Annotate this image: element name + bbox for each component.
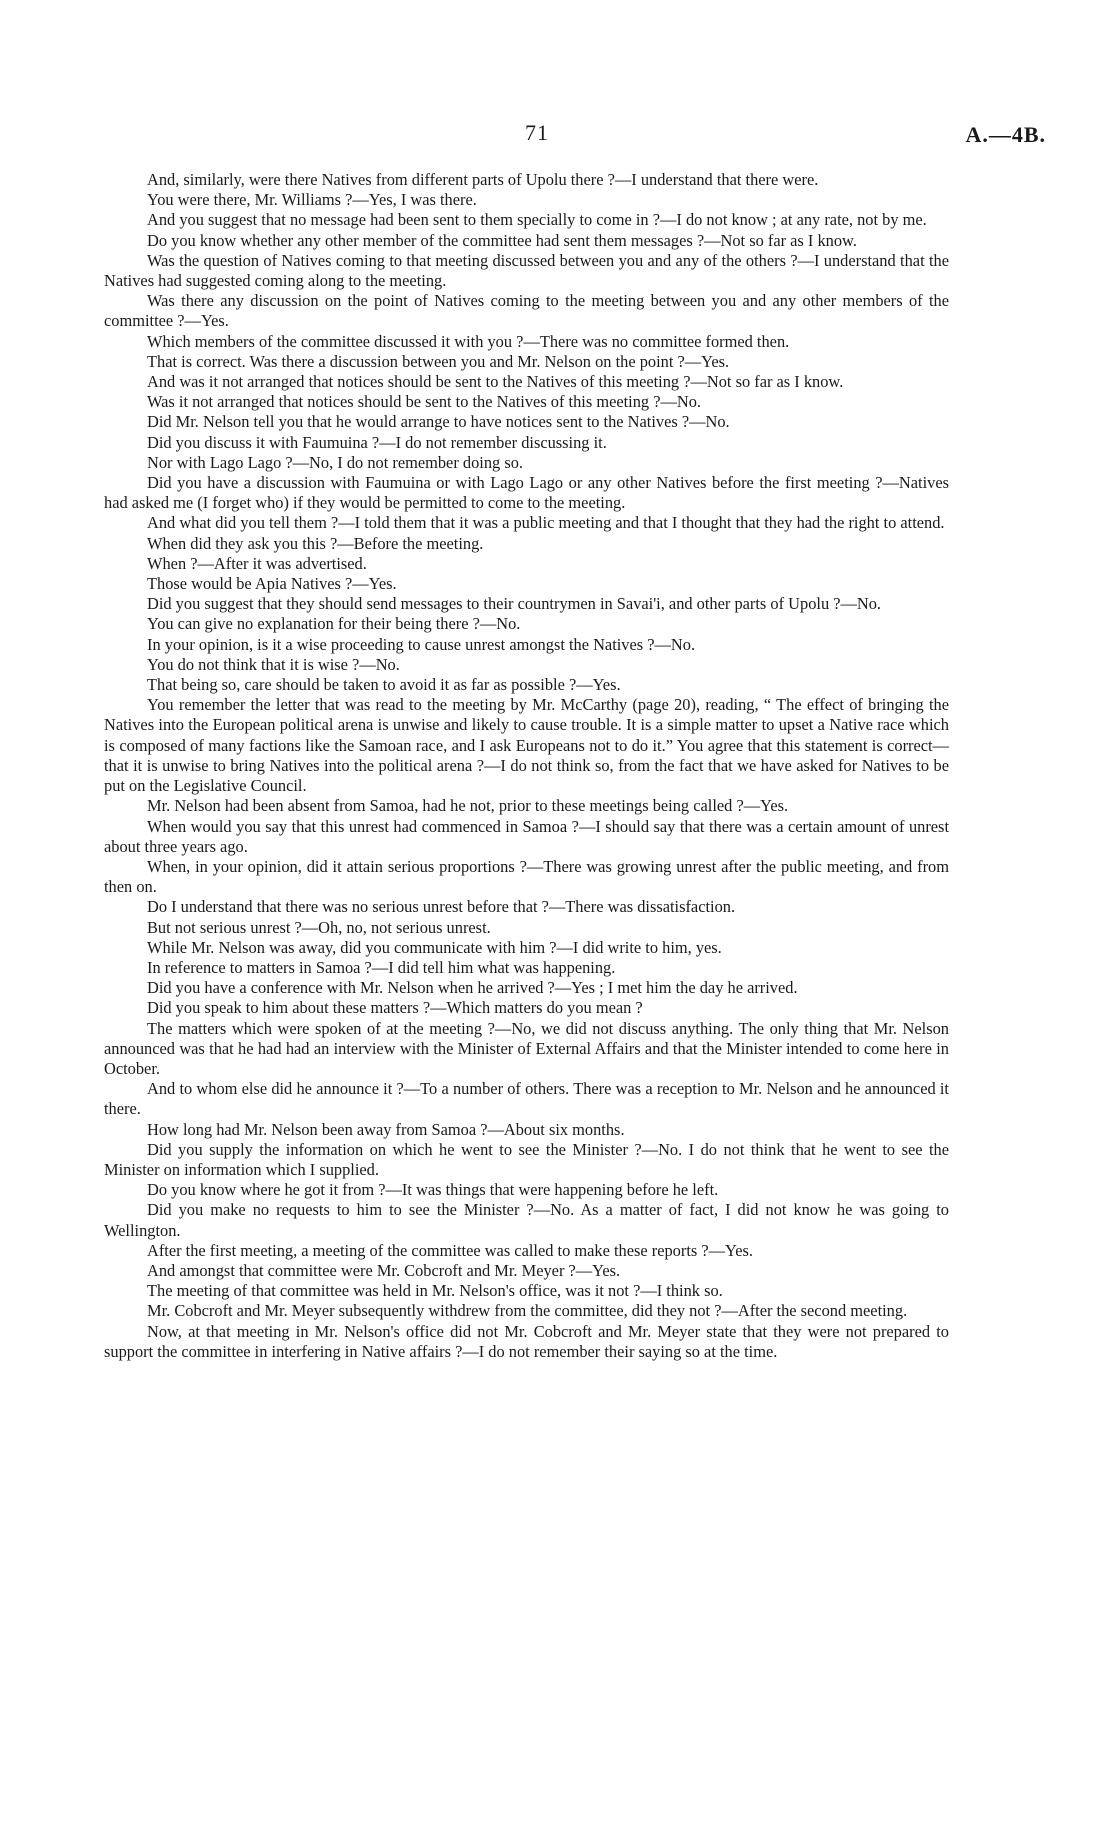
paragraph: After the first meeting, a meeting of the committee was called to make these reports ?—Yes. xyxy=(147,1240,753,1260)
paragraph: Mr. Cobcroft and Mr. Meyer subsequently withdrew from the committee, did they not ?—After the second meeting. xyxy=(147,1301,908,1321)
page-number: 71 xyxy=(525,120,549,145)
paragraph: But not serious unrest ?—Oh, no, not serious unrest. xyxy=(147,917,491,937)
paragraph: Those would be Apia Natives ?—Yes. xyxy=(147,574,397,594)
paragraph: Did you speak to him about these matters ?—Which matters do you mean ? xyxy=(147,998,643,1018)
document-reference: A.—4B. xyxy=(965,122,1046,147)
paragraph: And you suggest that no message had been sent to them specially to come in ?—I do not know ; at any rate, not by me. xyxy=(147,210,927,230)
testimony-body xyxy=(104,170,949,1362)
paragraph: Did you have a discussion with Faumuina or with Lago Lago or any other Natives before the first meeting ?—Natives had asked me (I forget who) if they would be permitted to come to the meeting. xyxy=(104,473,949,513)
paragraph: And to whom else did he announce it ?—To a number of others. There was a reception to Mr. Nelson and he announced it there. xyxy=(104,1079,949,1119)
paragraph: While Mr. Nelson was away, did you communicate with him ?—I did write to him, yes. xyxy=(147,937,722,957)
paragraph: You do not think that it is wise ?—No. xyxy=(147,654,400,674)
paragraph: Mr. Nelson had been absent from Samoa, had he not, prior to these meetings being called ?—Yes. xyxy=(147,796,789,816)
paragraph: The matters which were spoken of at the meeting ?—No, we did not discuss anything. The only thing that Mr. Nelson announced was that he had had an interview with the Minister of External Affairs and that the Minister intended to come here in October. xyxy=(104,1018,949,1078)
paragraph: How long had Mr. Nelson been away from Samoa ?—About six months. xyxy=(147,1119,625,1139)
paragraph: Now, at that meeting in Mr. Nelson's office did not Mr. Cobcroft and Mr. Meyer state that they were not prepared to support the committee in interfering in Native affairs ?—I do not remember their saying so at the time. xyxy=(104,1321,949,1361)
paragraph: Which members of the committee discussed it with you ?—There was no committee formed then. xyxy=(147,331,790,351)
paragraph: You were there, Mr. Williams ?—Yes, I was there. xyxy=(147,190,477,210)
paragraph: When ?—After it was advertised. xyxy=(147,553,367,573)
paragraph: In your opinion, is it a wise proceeding to cause unrest amongst the Natives ?—No. xyxy=(147,634,696,654)
paragraph: When, in your opinion, did it attain serious proportions ?—There was growing unrest after the public meeting, and from then on. xyxy=(104,856,949,897)
paragraph: Do you know where he got it from ?—It was things that were happening before he left. xyxy=(147,1180,719,1200)
paragraph: And was it not arranged that notices should be sent to the Natives of this meeting ?—Not so far as I know. xyxy=(147,372,844,392)
paragraph: Did you suggest that they should send messages to their countrymen in Savai'i, and other parts of Upolu ?—No. xyxy=(147,594,882,614)
paragraph: And amongst that committee were Mr. Cobcroft and Mr. Meyer ?—Yes. xyxy=(147,1260,621,1280)
paragraph: Did Mr. Nelson tell you that he would arrange to have notices sent to the Natives ?—No. xyxy=(147,412,730,432)
paragraph: And what did you tell them ?—I told them that it was a public meeting and that I thought that they had the right to attend. xyxy=(147,513,945,533)
paragraph: Do you know whether any other member of the committee had sent them messages ?—Not so far as I know. xyxy=(147,230,857,250)
paragraph: You remember the letter that was read to the meeting by Mr. McCarthy (page 20), reading, “ The effect of bringing the Natives into the European political arena is unwise and likely to cause trouble. It is a simple matter to upset a Native race which is composed of many factions like the Samoan race, and I ask Europeans not to do it.” You agree that this statement is correct—that it is unwise to bring Natives into the political arena ?—I do not think so, from the fact that we have asked for Natives to be put on the Legislative Council. xyxy=(104,695,949,796)
paragraph: Nor with Lago Lago ?—No, I do not remember doing so. xyxy=(147,452,523,472)
paragraph: Do I understand that there was no serious unrest before that ?—There was dissatisfaction. xyxy=(147,897,736,917)
paragraph: And, similarly, were there Natives from different parts of Upolu there ?—I understand that there were. xyxy=(147,170,819,189)
paragraph: That is correct. Was there a discussion between you and Mr. Nelson on the point ?—Yes. xyxy=(147,351,730,371)
paragraph: That being so, care should be taken to avoid it as far as possible ?—Yes. xyxy=(147,675,621,695)
paragraph: When did they ask you this ?—Before the meeting. xyxy=(147,533,484,553)
paragraph: You can give no explanation for their being there ?—No. xyxy=(147,614,521,634)
paragraph: Did you discuss it with Faumuina ?—I do not remember discussing it. xyxy=(147,432,607,452)
paragraph: Did you have a conference with Mr. Nelson when he arrived ?—Yes ; I met him the day he arrived. xyxy=(147,978,798,998)
paragraph: Did you supply the information on which he went to see the Minister ?—No. I do not think that he went to see the Minister on information which I supplied. xyxy=(104,1139,949,1179)
paragraph: In reference to matters in Samoa ?—I did tell him what was happening. xyxy=(147,957,616,977)
paragraph: The meeting of that committee was held in Mr. Nelson's office, was it not ?—I think so. xyxy=(147,1281,723,1301)
paragraph: Did you make no requests to him to see the Minister ?—No. As a matter of fact, I did not know he was going to Wellington. xyxy=(104,1200,949,1240)
paragraph: When would you say that this unrest had commenced in Samoa ?—I should say that there was a certain amount of unrest about three years ago. xyxy=(104,816,949,856)
paragraph: Was it not arranged that notices should be sent to the Natives of this meeting ?—No. xyxy=(147,392,702,412)
paragraph: Was there any discussion on the point of Natives coming to the meeting between you and any other members of the committee ?—Yes. xyxy=(104,291,949,331)
paragraph: Was the question of Natives coming to that meeting discussed between you and any of the others ?—I understand that the Natives had suggested coming along to the meeting. xyxy=(104,250,949,291)
